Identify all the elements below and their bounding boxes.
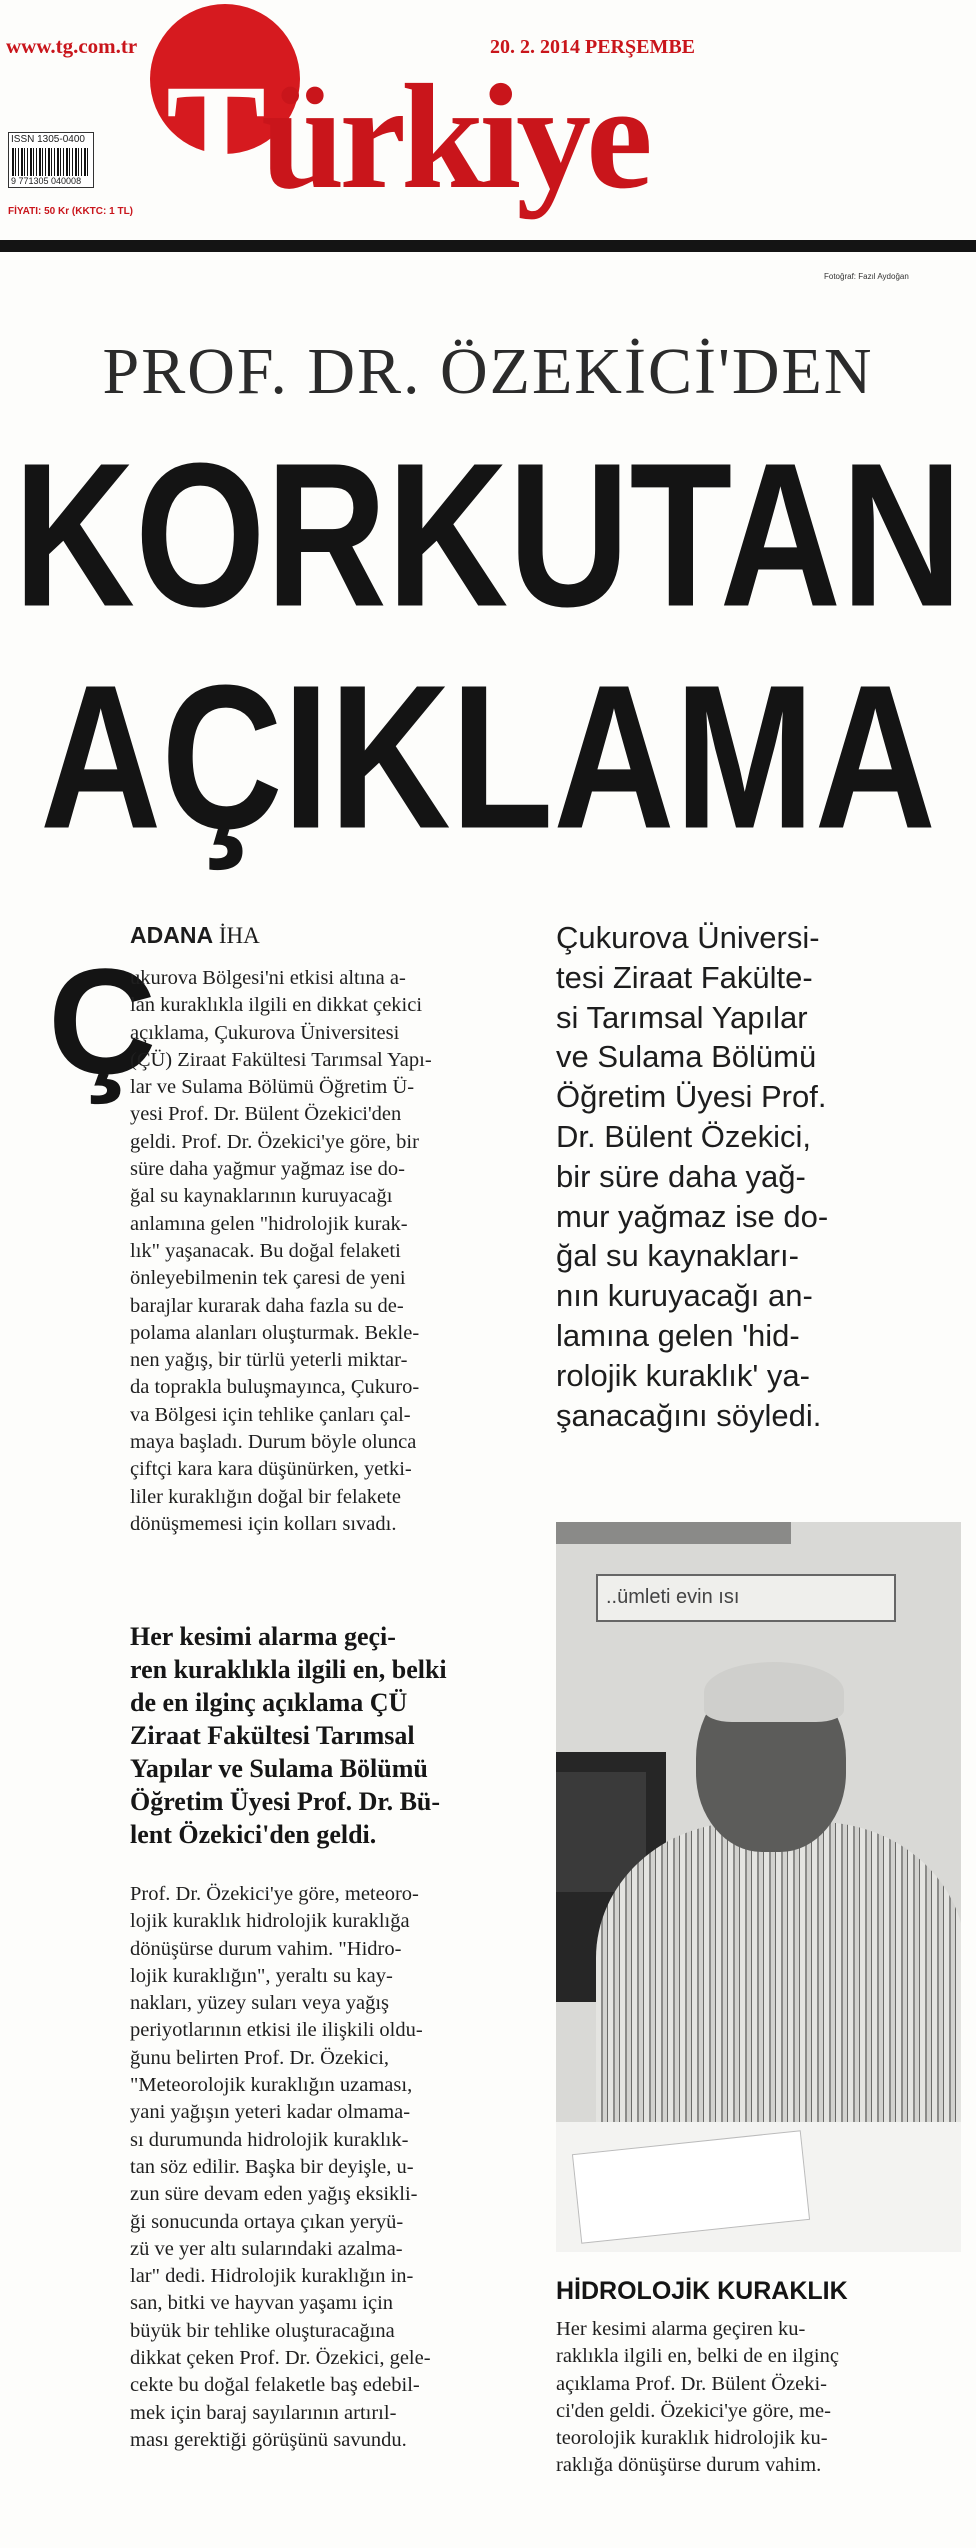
deck-line: Her kesimi alarma geçi-	[130, 1622, 396, 1651]
deck-line: Yapılar ve Sulama Bölümü	[130, 1754, 428, 1783]
text-line: "Meteorolojik kuraklığın uzaması,	[130, 2074, 413, 2097]
text-line: barajlar kurarak daha fazla su de-	[130, 1294, 404, 1317]
text-line: nakları, yüzey suları veya yağış	[130, 1992, 390, 2015]
text-line: dönüşürse durum vahim. "Hidro-	[130, 1937, 402, 1960]
text-line: dikkat çeken Prof. Dr. Özekici, gele-	[130, 2347, 431, 2370]
photo-person-body	[596, 1822, 961, 2162]
pull-line: ğal su kaynakları-	[556, 1238, 799, 1274]
logo-first-letter: T	[166, 54, 262, 220]
text-line: yesi Prof. Dr. Bülent Özekici'den	[130, 1103, 402, 1126]
headline-line-1: KORKUTAN	[13, 420, 963, 650]
pull-line: rolojik kuraklık' ya-	[556, 1357, 810, 1393]
photo-caption	[556, 2316, 961, 2480]
text-line: nen yağış, bir türlü yeterli miktar-	[130, 1349, 408, 1372]
text-line: ması gerektiği görüşünü savundu.	[130, 2428, 407, 2451]
text-line: Prof. Dr. Özekici'ye göre, meteoro-	[130, 1883, 419, 1905]
caption-line: açıklama Prof. Dr. Bülent Özeki-	[556, 2372, 827, 2395]
text-line: lan kuraklıkla ilgili en dikkat çekici	[130, 994, 423, 1017]
pull-quote	[556, 918, 956, 1435]
price-label: FİYATI: 50 Kr (KKTC: 1 TL)	[8, 206, 134, 217]
pull-line: nın kuruyacağı an-	[556, 1278, 813, 1314]
drop-cap: Ç	[48, 937, 157, 1105]
text-line: büyük bir tehlike oluşturacağına	[130, 2319, 395, 2342]
text-line: çiftçi kara kara düşünürken, yetki-	[130, 1458, 412, 1481]
issn-barcode-box	[8, 132, 94, 188]
issn-label: ISSN 1305-0400	[11, 134, 85, 145]
website-url: www.tg.com.tr	[6, 34, 138, 58]
text-line: ukurova Bölgesi'ni etkisi altına a-	[130, 967, 406, 989]
bold-deck	[130, 1620, 540, 1851]
pull-line: tesi Ziraat Fakülte-	[556, 959, 813, 995]
text-line: sı durumunda hidrolojik kuraklık-	[130, 2128, 409, 2151]
headline-line-2: AÇIKLAMA	[40, 642, 936, 872]
text-line: tan söz edilir. Başka bir deyişle, u-	[130, 2155, 414, 2178]
text-line: lojik kuraklığın", yeraltı su kay-	[130, 1964, 393, 1987]
text-line: ği sonucunda ortaya çıkan yeryü-	[130, 2210, 404, 2233]
dateline	[130, 922, 330, 949]
dateline-city: ADANA	[130, 922, 214, 948]
caption-line: raklıkla ilgili en, belki de en ilginç	[556, 2345, 839, 2368]
pull-line: ve Sulama Bölümü	[556, 1039, 817, 1075]
text-line: cekte bu doğal felaketle baş edebil-	[130, 2374, 420, 2397]
pull-line: şanacağını söyledi.	[556, 1397, 822, 1433]
text-line: açıklama, Çukurova Üniversitesi	[130, 1021, 400, 1044]
pull-line: Dr. Bülent Özekici,	[556, 1118, 811, 1154]
text-line: (ÇÜ) Ziraat Fakültesi Tarımsal Yapı-	[130, 1048, 432, 1071]
text-line: anlamına gelen "hidrolojik kurak-	[130, 1212, 408, 1235]
headline-kicker: PROF. DR. ÖZEKİCİ'DEN	[102, 335, 874, 408]
lead-paragraph	[130, 965, 540, 1538]
barcode-number: 9 771305 040008	[11, 176, 82, 186]
text-line: ğal su kaynaklarının kuruyacağı	[130, 1185, 393, 1208]
text-line: dönüşmemesi için kolları sıvadı.	[130, 1512, 397, 1535]
photo-credit: Fotoğraf: Fazıl Aydoğan	[824, 272, 909, 281]
wall-sign	[596, 1574, 896, 1622]
pull-line: lamına gelen 'hid-	[556, 1317, 800, 1353]
text-line: yani yağışın yeteri kadar olmama-	[130, 2101, 411, 2124]
pull-line: mur yağmaz ise do-	[556, 1198, 829, 1234]
pull-line: Öğretim Üyesi Prof.	[556, 1079, 827, 1115]
text-line: periyotlarının etkisi ile ilişkili oldu-	[130, 2019, 423, 2042]
barcode-icon	[12, 148, 90, 176]
text-line: ğunu belirten Prof. Dr. Özekici,	[130, 2046, 390, 2069]
masthead-rule	[0, 240, 976, 252]
pull-line: bir süre daha yağ-	[556, 1158, 806, 1194]
deck-line: Ziraat Fakültesi Tarımsal	[130, 1721, 415, 1750]
text-line: lık" yaşanacak. Bu doğal felaketi	[130, 1239, 401, 1262]
deck-line: lent Özekici'den geldi.	[130, 1820, 377, 1849]
text-line: zü ve yer altı sularındaki azalma-	[130, 2237, 403, 2260]
caption-line: Her kesimi alarma geçiren ku-	[556, 2318, 806, 2340]
text-line: liler kuraklığın doğal bir felakete	[130, 1485, 401, 1508]
deck-line: de en ilginç açıklama ÇÜ	[130, 1688, 408, 1717]
pull-line: si Tarımsal Yapılar	[556, 999, 808, 1035]
caption-line: ci'den geldi. Özekici'ye göre, me-	[556, 2399, 831, 2422]
caption-line: raklığa dönüşürse durum vahim.	[556, 2454, 822, 2477]
caption-title: HİDROLOJİK KURAKLIK	[556, 2277, 848, 2305]
text-line: da toprakla buluşmayınca, Çukuro-	[130, 1376, 420, 1399]
pull-line: Çukurova Üniversi-	[556, 920, 820, 955]
text-line: maya başladı. Durum böyle olunca	[130, 1431, 417, 1454]
issue-date: 20. 2. 2014 PERŞEMBE	[490, 36, 696, 58]
text-line: önleyebilmenin tek çaresi de yeni	[130, 1267, 406, 1290]
text-line: san, bitki ve hayvan yaşamı için	[130, 2292, 394, 2315]
logo-rest: ürkiye	[261, 54, 648, 220]
deck-line: Öğretim Üyesi Prof. Dr. Bü-	[130, 1787, 441, 1816]
photo-person-hair	[704, 1662, 844, 1722]
text-line: va Bölgesi için tehlike çanları çal-	[130, 1403, 411, 1426]
photo-top-bar	[556, 1522, 791, 1544]
portrait-photo	[556, 1522, 961, 2252]
newspaper-logo	[166, 54, 706, 227]
caption-line: teorolojik kuraklık hidrolojik ku-	[556, 2427, 828, 2450]
text-line: lar" dedi. Hidrolojik kuraklığın in-	[130, 2265, 414, 2288]
text-line: lojik kuraklık hidrolojik kuraklığa	[130, 1910, 410, 1933]
dateline-agency: İHA	[218, 923, 260, 948]
text-line: geldi. Prof. Dr. Özekici'ye göre, bir	[130, 1130, 419, 1153]
wall-sign-text: ..ümleti evin ısı	[606, 1586, 740, 1608]
text-line: süre daha yağmur yağmaz ise do-	[130, 1158, 405, 1181]
text-line: zun süre devam eden yağış eksikli-	[130, 2183, 418, 2206]
text-line: mek için baraj sayılarının artırıl-	[130, 2401, 397, 2424]
deck-line: ren kuraklıkla ilgili en, belki	[130, 1655, 447, 1684]
text-line: polama alanları oluşturmak. Bekle-	[130, 1321, 420, 1344]
text-line: lar ve Sulama Bölümü Öğretim Ü-	[130, 1076, 415, 1099]
body-paragraph	[130, 1881, 540, 2454]
